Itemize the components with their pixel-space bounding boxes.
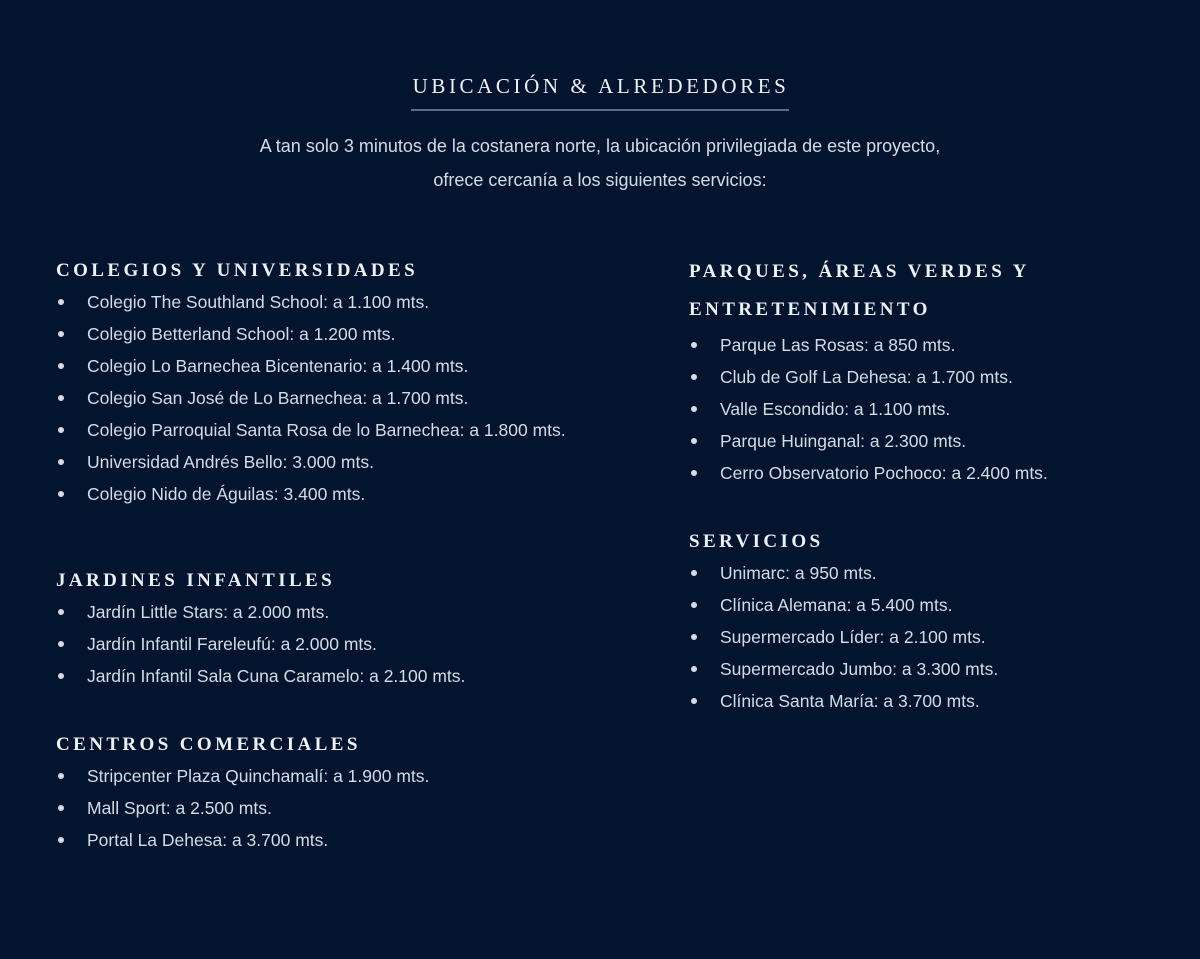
bullet-icon: [691, 698, 697, 704]
bullet-icon: [58, 773, 64, 779]
bullet-icon: [58, 459, 64, 465]
list-item: Colegio Nido de Águilas: 3.400 mts.: [56, 478, 676, 510]
list-item: Stripcenter Plaza Quinchamalí: a 1.900 mts.: [56, 760, 676, 792]
bullet-icon: [691, 342, 697, 348]
list-item: Parque Huinganal: a 2.300 mts.: [689, 425, 1169, 457]
list-item: Jardín Infantil Sala Cuna Caramelo: a 2.100 mts.: [56, 660, 676, 692]
list-servicios: [689, 557, 1169, 717]
bullet-icon: [58, 331, 64, 337]
spacer: [56, 692, 676, 730]
bullet-icon: [58, 363, 64, 369]
section-servicios: [689, 527, 1169, 717]
left-column: [56, 256, 676, 856]
section-title-parques: [689, 253, 1169, 329]
section-parques: [689, 253, 1169, 489]
bullet-icon: [58, 395, 64, 401]
right-column: [689, 256, 1169, 717]
section-title-parques-line-2: ENTRETENIMIENTO: [689, 299, 931, 320]
list-item: Colegio San José de Lo Barnechea: a 1.700 mts.: [56, 382, 676, 414]
list-colegios: [56, 286, 676, 510]
list-item: Colegio The Southland School: a 1.100 mts.: [56, 286, 676, 318]
bullet-icon: [691, 374, 697, 380]
intro-text: [190, 129, 1010, 197]
section-jardines: [56, 566, 676, 692]
section-title-parques-line-1: PARQUES, ÁREAS VERDES Y: [689, 261, 1030, 282]
bullet-icon: [691, 406, 697, 412]
bullet-icon: [691, 602, 697, 608]
list-item: Jardín Little Stars: a 2.000 mts.: [56, 596, 676, 628]
list-item: Mall Sport: a 2.500 mts.: [56, 792, 676, 824]
section-title-servicios: SERVICIOS: [689, 531, 824, 552]
bullet-icon: [58, 609, 64, 615]
list-item: Unimarc: a 950 mts.: [689, 557, 1169, 589]
list-item: Portal La Dehesa: a 3.700 mts.: [56, 824, 676, 856]
list-item: Parque Las Rosas: a 850 mts.: [689, 329, 1169, 361]
spacer: [689, 489, 1169, 527]
bullet-icon: [58, 491, 64, 497]
list-item: Universidad Andrés Bello: 3.000 mts.: [56, 446, 676, 478]
bullet-icon: [691, 666, 697, 672]
list-item: Cerro Observatorio Pochoco: a 2.400 mts.: [689, 457, 1169, 489]
list-centros: [56, 760, 676, 856]
list-item: Supermercado Líder: a 2.100 mts.: [689, 621, 1169, 653]
bullet-icon: [58, 837, 64, 843]
section-title-colegios: COLEGIOS Y UNIVERSIDADES: [56, 260, 419, 281]
section-title-centros: CENTROS COMERCIALES: [56, 734, 361, 755]
bullet-icon: [58, 805, 64, 811]
list-item: Clínica Santa María: a 3.700 mts.: [689, 685, 1169, 717]
list-item: Jardín Infantil Fareleufú: a 2.000 mts.: [56, 628, 676, 660]
page-title: UBICACIÓN & ALREDEDORES: [411, 74, 790, 111]
list-item: Clínica Alemana: a 5.400 mts.: [689, 589, 1169, 621]
list-item: Valle Escondido: a 1.100 mts.: [689, 393, 1169, 425]
bullet-icon: [691, 570, 697, 576]
intro-line-2: ofrece cercanía a los siguientes servicios:: [433, 170, 767, 190]
list-parques: [689, 329, 1169, 489]
list-item: Colegio Betterland School: a 1.200 mts.: [56, 318, 676, 350]
list-item: Colegio Lo Barnechea Bicentenario: a 1.400 mts.: [56, 350, 676, 382]
list-jardines: [56, 596, 676, 692]
bullet-icon: [58, 673, 64, 679]
bullet-icon: [58, 299, 64, 305]
page-header: [0, 74, 1200, 197]
section-title-jardines: JARDINES INFANTILES: [56, 570, 336, 591]
bullet-icon: [691, 470, 697, 476]
spacer: [56, 510, 676, 566]
list-item: Supermercado Jumbo: a 3.300 mts.: [689, 653, 1169, 685]
bullet-icon: [58, 427, 64, 433]
list-item: Club de Golf La Dehesa: a 1.700 mts.: [689, 361, 1169, 393]
bullet-icon: [691, 438, 697, 444]
intro-line-1: A tan solo 3 minutos de la costanera norte, la ubicación privilegiada de este proyecto,: [259, 136, 941, 156]
section-colegios: [56, 256, 676, 510]
section-centros-comerciales: [56, 730, 676, 856]
list-item: Colegio Parroquial Santa Rosa de lo Barnechea: a 1.800 mts.: [56, 414, 676, 446]
bullet-icon: [58, 641, 64, 647]
bullet-icon: [691, 634, 697, 640]
